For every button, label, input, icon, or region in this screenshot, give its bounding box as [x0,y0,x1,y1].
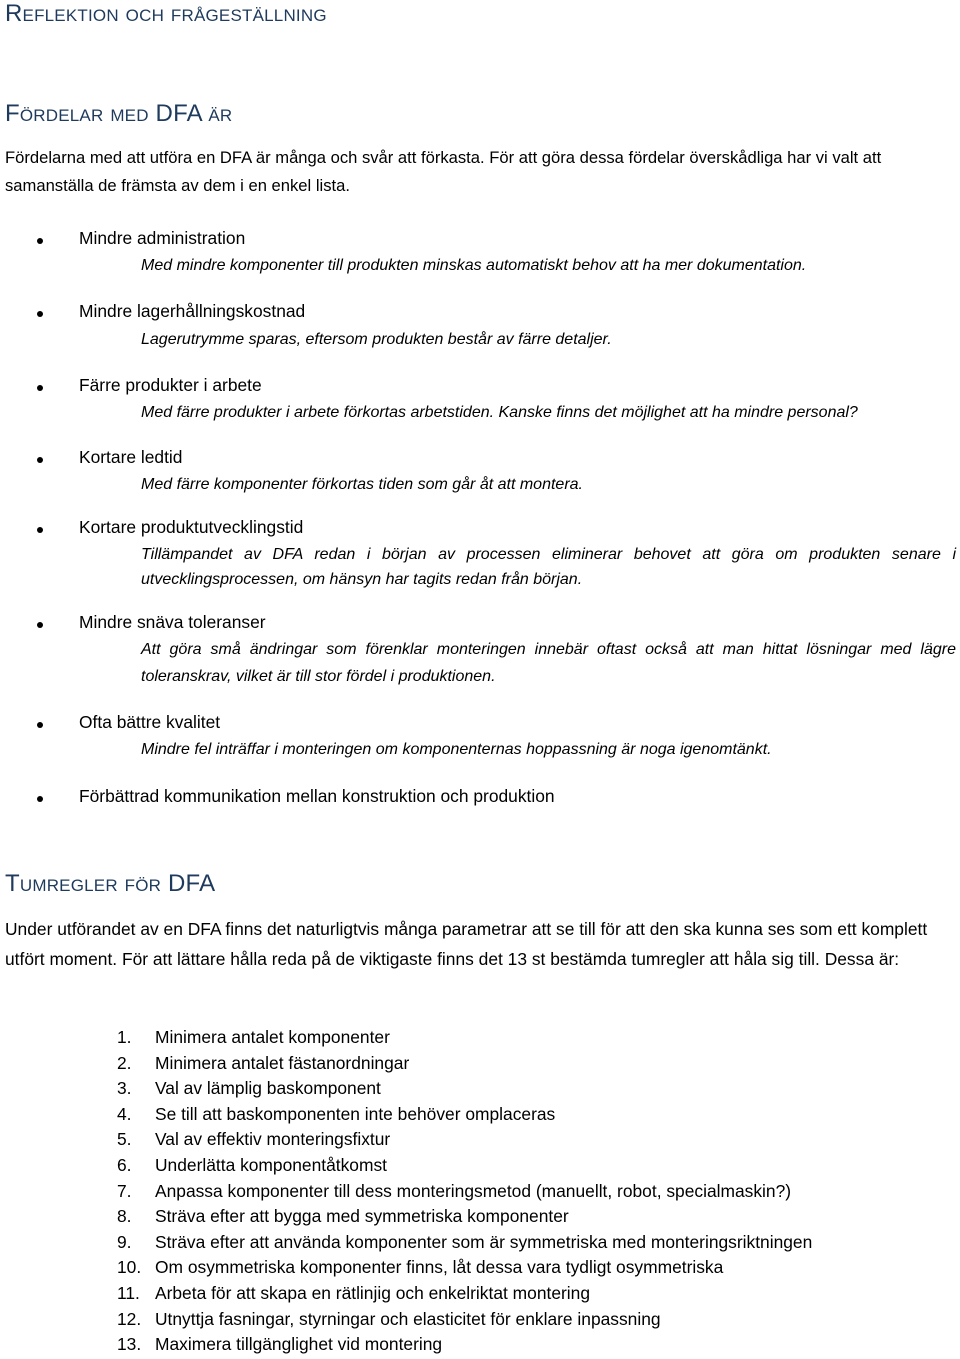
benefit-desc: Lagerutrymme sparas, eftersom produkten består av färre detaljer. [141,331,612,348]
rule-number: 4. [117,1103,132,1124]
bullet-icon [37,311,43,317]
rule-text: Utnyttja fasningar, styrningar och elasticitet för enklare inpassning [155,1308,661,1329]
benefit-title: Kortare ledtid [79,447,183,467]
bullet-icon [37,622,43,628]
bullet-icon [37,722,43,728]
bullet-icon [37,796,43,802]
benefit-desc: Med färre produkter i arbete förkortas arbetstiden. Kanske finns det möjlighet att ha mindre personal? [141,404,858,421]
bullet-icon [37,527,43,533]
rule-number: 5. [117,1129,132,1150]
rule-text: Val av effektiv monteringsfixtur [155,1129,391,1150]
rule-text: Arbeta för att skapa en rätlinjig och enkelriktat montering [155,1282,590,1303]
rule-number: 13. [117,1334,142,1355]
rule-text: Underlätta komponentåtkomst [155,1154,387,1175]
rule-text: Minimera antalet komponenter [155,1027,390,1047]
rule-number: 3. [117,1078,132,1099]
rule-text: Sträva efter att bygga med symmetriska komponenter [155,1206,569,1227]
rule-text: Maximera tillgänglighet vid montering [155,1334,443,1355]
intro-paragraph: Fördelarna med att utföra en DFA är många och svår att förkasta. För att göra dessa fördelar överskådliga har vi valt att samanställa de främsta av dem i en enkel lista. [5,148,882,195]
heading-reflektion: Reflektion och frågeställning [5,0,327,27]
rule-number: 12. [117,1308,142,1329]
bullet-icon [37,385,43,391]
benefit-desc: Tillämpandet av DFA redan i början av processen eliminerar behovet att göra om produkten senare i utvecklingsprocessen, om hänsyn har tagits redan från början. [141,546,956,588]
rule-text: Sträva efter att använda komponenter som är symmetriska med monteringsriktningen [155,1231,813,1252]
benefit-title: Mindre administration [79,228,246,248]
benefit-title: Förbättrad kommunikation mellan konstruktion och produktion [79,786,555,806]
rule-text: Anpassa komponenter till dess monteringsmetod (manuellt, robot, specialmaskin?) [155,1180,792,1201]
rule-text: Minimera antalet fästanordningar [155,1052,410,1073]
benefit-title: Mindre lagerhållningskostnad [79,301,306,321]
rule-number: 6. [117,1154,132,1175]
benefit-desc: Med färre komponenter förkortas tiden som går åt att montera. [141,476,583,493]
rule-text: Val av lämplig baskomponent [155,1078,381,1099]
benefit-desc: Mindre fel inträffar i monteringen om komponenternas hoppassning är noga igenomtänkt. [141,741,772,758]
rule-number: 9. [117,1231,132,1252]
heading-fordelar: Fördelar med DFA är [5,100,233,127]
tumregler-intro: Under utförandet av en DFA finns det naturligtvis många parametrar att se till för att den ska kunna ses som ett komplett utfört moment. För att lättare hålla reda på de viktigaste finns det 13 st bestämda tumregler att håla sig till. Dessa är: [5,919,928,969]
benefit-title: Mindre snäva toleranser [79,612,266,632]
benefit-title: Ofta bättre kvalitet [79,712,221,732]
rule-number: 2. [117,1052,132,1073]
rule-number: 11. [117,1282,140,1303]
rule-number: 10. [117,1257,142,1278]
benefit-desc: Med mindre komponenter till produkten minskas automatiskt behov att ha mer dokumentation. [141,257,807,274]
rule-text: Om osymmetriska komponenter finns, låt dessa vara tydligt osymmetriska [155,1257,724,1278]
rule-number: 8. [117,1206,132,1227]
bullet-icon [37,457,43,463]
rule-number: 7. [117,1180,132,1201]
bullet-icon [37,238,43,244]
benefit-title: Kortare produktutvecklingstid [79,517,304,537]
rule-number: 1. [117,1027,132,1047]
heading-tumregler: Tumregler för DFA [5,870,216,897]
rule-text: Se till att baskomponenten inte behöver omplaceras [155,1103,556,1124]
benefit-desc: Att göra små ändringar som förenklar monteringen innebär oftast också att man hittat lösningar med lägre toleranskrav, vilket är till stor fördel i produktionen. [141,641,956,685]
benefit-title: Färre produkter i arbete [79,375,262,395]
